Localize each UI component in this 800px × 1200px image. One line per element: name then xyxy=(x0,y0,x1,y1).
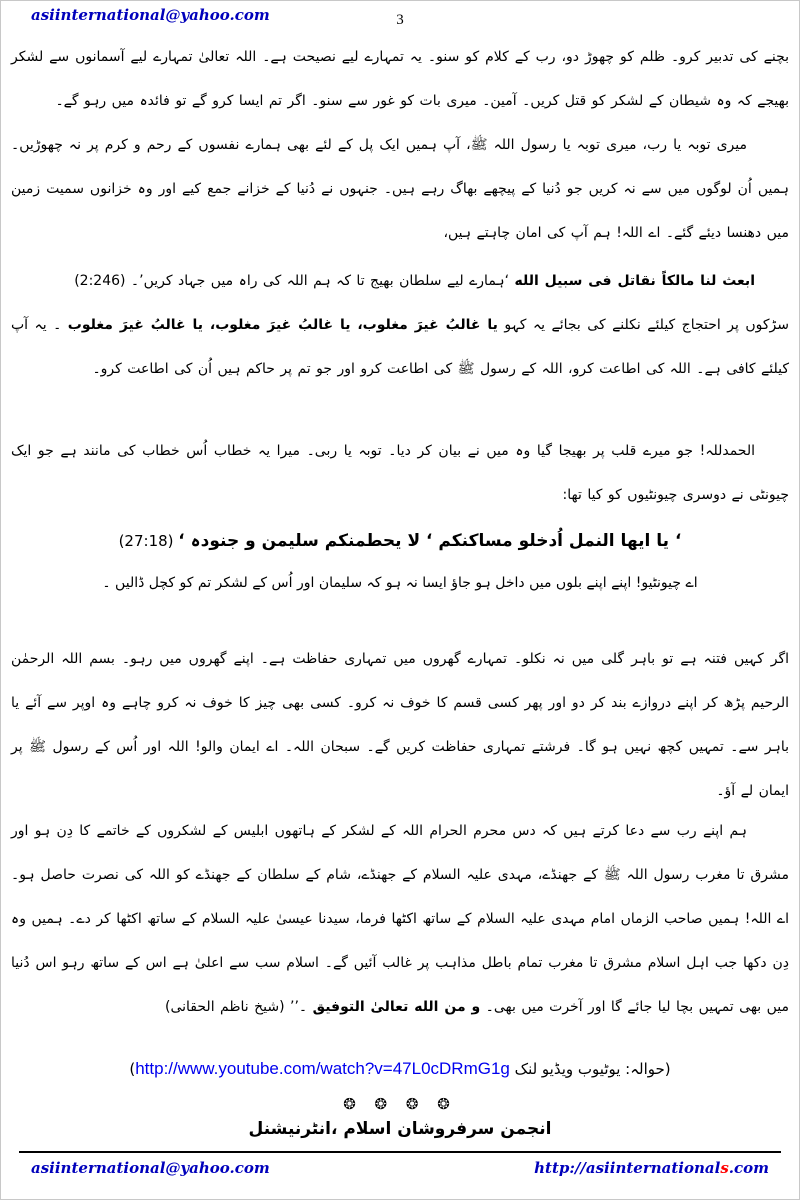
youtube-link[interactable]: http://www.youtube.com/watch?v=47L0cDRmG1g xyxy=(135,1059,510,1078)
ya-ghalib-invocation: یا غالبُ غیرَ مغلوب، یا غالبُ غیرَ مغلوب، یا غالبُ غیرَ مغلوب xyxy=(67,317,498,333)
quote-27-18-translation: اے چیونٹیو! اپنے اپنے بلوں میں داخل ہو جاؤ ایسا نہ ہو کہ سلیمان اور اُس کے لشکر تم کو کچل ڈالیں ۔ xyxy=(102,575,698,591)
paragraph-advice: بچنے کی تدبیر کرو۔ ظلم کو چھوڑ دو، رب کے کلام کو سنو۔ یہ تمہارے لیے نصیحت ہے۔ اللہ تعالیٰ تمہارے لیے آسمانوں سے لشکر بھیجے کہ وہ شیطان کے لشکر کو قتل کریں۔ آمین۔ میری بات کو غور سے سنو۔ اگر تم ایسا کرو گے تو فائدہ میں رہو گے۔ xyxy=(11,49,789,109)
header-email-link[interactable]: asiinternational@yahoo.com xyxy=(31,6,270,24)
quran-quote-2-246 xyxy=(11,259,789,303)
speaker-attribution: ۔’’ (شیخ ناظم الحقانی) xyxy=(165,999,313,1015)
prayer-text: ہم اپنے رب سے دعا کرتے ہیں کہ دس محرم الحرام اللہ کے لشکر کے ہاتھوں ابلیس کے لشکروں کے خاتمے کا دِن ہو اور مشرق تا مغرب رسول اللہ ﷺ کے جھنڈے، مہدی علیہ السلام کے جھنڈے، شام کے سلطان کے جھنڈے کو اللہ کی نصرت حاصل ہو۔ اے اللہ! ہمیں صاحب الزماں امام مہدی علیہ السلام کے ساتھ اکٹھا فرما، سیدنا عیسیٰ علیہ السلام کے ساتھ اکٹھا کر دے۔ ہمیں وہ دِن دکھا جب اہل اسلام مشرق تا مغرب تمام باطل مذاہب پر غالب آئیں گے۔ اسلام سب سے اعلیٰ ہے اس کے ساتھ رہو اس دُنیا میں بھی تمہیں بچا لیا جائے گا اور آخرت میں بھی۔ xyxy=(11,823,789,1015)
paragraph-obedience xyxy=(11,303,789,391)
reference-label-close: ) xyxy=(129,1060,136,1078)
reference-label: (حوالہ: یوٹیوب ویڈیو لنک xyxy=(509,1060,671,1078)
paragraph-alhamdulillah: الحمدللہ! جو میرے قلب پر بھیجا گیا وہ میں نے بیان کر دیا۔ توبہ یا ربی۔ میرا یہ خطاب اُس خطاب کی مانند ہے جو ایک چیونٹی نے دوسری چیونٹیوں کو کیا تھا: xyxy=(11,443,789,503)
website-prefix: http://asiinternational xyxy=(534,1159,721,1177)
video-reference-line xyxy=(11,1051,789,1087)
quote-2-246-translation: ‘ہمارے لیے سلطان بھیج تا کہ ہم اللہ کی راہ میں جہاد کریں’۔ (2:246) xyxy=(74,273,515,289)
footer-divider-line xyxy=(19,1151,781,1153)
obedience-text-start: سڑکوں پر احتجاج کیلئے نکلنے کی بجائے یہ کہو xyxy=(497,317,789,333)
arabic-quote-27-18-text: ‘ یا ایھا النمل اُدخلو مساکنکم ‘ لا یحطمنکم سلیمن و جنودہ ‘ xyxy=(178,531,682,551)
tawfiq-phrase: و من الله تعالیٰ التوفیق xyxy=(312,999,481,1015)
obedience-text-end: ۔ یہ آپ کیلئے کافی ہے۔ اللہ کی اطاعت کرو، اللہ کے رسول ﷺ کی اطاعت کرو اور جو تم پر حاکم ہیں اُن کی اطاعت کرو۔ xyxy=(11,317,789,377)
quote-27-18-reference: (27:18) xyxy=(118,532,179,550)
organization-name: انجمن سرفروشان اسلام ،انٹرنیشنل xyxy=(248,1119,552,1139)
paragraph-prayer xyxy=(11,809,789,1029)
paragraph-protection: اگر کہیں فتنہ ہے تو باہر گلی میں نہ نکلو۔ تمہارے گھروں میں تمہاری حفاظت ہے۔ اپنے گھروں میں رہو۔ بسم اللہ الرحمٰن الرحیم پڑھ کر اپنے دروازے بند کر دو اور پھر کسی قسم کا خوف نہ کرو۔ کسی بھی چیز کا خوف نہ کرو چاہے وہ اوپر سے آئے یا باہر سے۔ تمہیں کچھ نہیں ہو گا۔ فرشتے تمہاری حفاظت کریں گے۔ سبحان اللہ۔ اے ایمان والو! اللہ اور اُس کے رسول ﷺ پر ایمان لے آؤ۔ xyxy=(11,651,789,799)
website-suffix: .com xyxy=(728,1159,769,1177)
quran-quote-27-18 xyxy=(11,521,789,561)
page-number: 3 xyxy=(396,12,404,28)
arabic-quote-2-246-text: ابعث لنا مالکاً نقاتل فی سبیل الله xyxy=(514,273,755,289)
footer-email-link[interactable]: asiinternational@yahoo.com xyxy=(31,1159,270,1177)
website-highlight-letter: s xyxy=(720,1159,729,1177)
ornament-divider: ❂ ❂ ❂ ❂ xyxy=(343,1095,457,1113)
paragraph-repentance: میری توبہ یا رب، میری توبہ یا رسول اللہ ﷺ، آپ ہمیں ایک پل کے لئے بھی ہمارے نفسوں کے رحم و کرم پر نہ چھوڑیں۔ ہمیں اُن لوگوں میں سے نہ کریں جو دُنیا کے پیچھے بھاگ رہے ہیں۔ جنہوں نے دُنیا کے خزانے جمع کیے اور وہ خزانوں سمیت زمین میں دھنسا دیئے گئے۔ اے اللہ! ہم آپ کی امان چاہتے ہیں، xyxy=(11,137,789,241)
footer-website-link[interactable] xyxy=(534,1159,769,1177)
